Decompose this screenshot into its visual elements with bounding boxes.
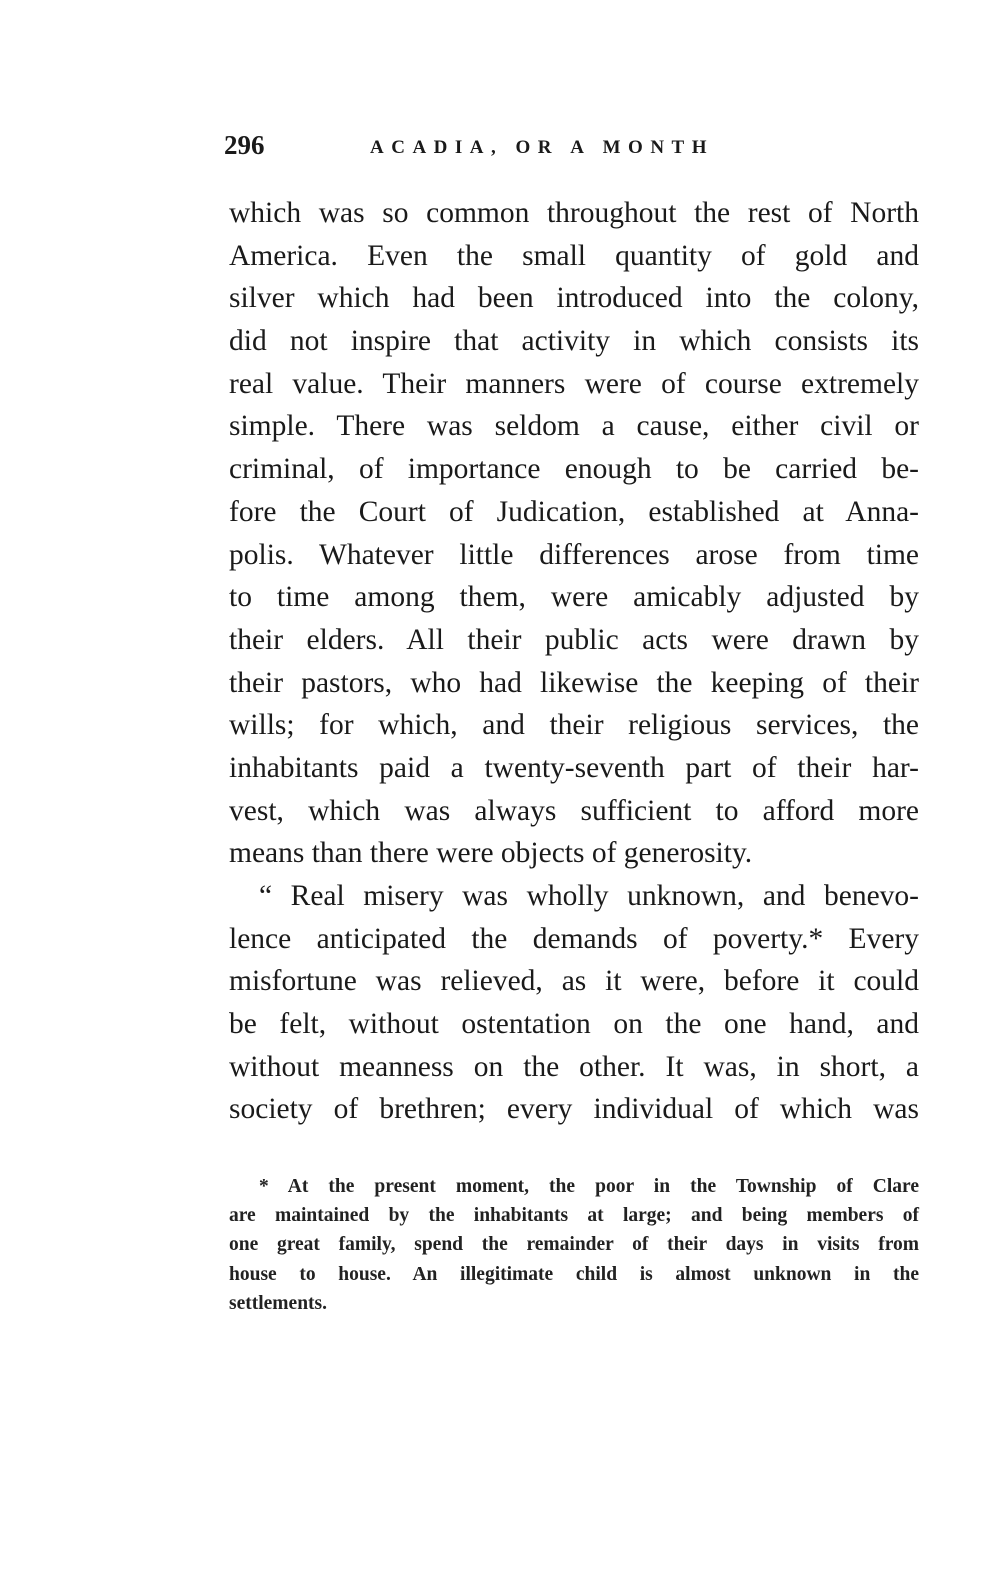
text-line: criminal, of importance enough to be carried be- [229,453,919,486]
text-line: silver which had been introduced into the colony, [229,282,919,315]
text-line: which was so common throughout the rest of North [229,197,919,229]
footnote [229,1172,919,1318]
text-line: “ Real misery was wholly unknown, and benevo- [259,880,919,912]
text-line: society of brethren; every individual of which was [229,1093,919,1126]
text-line: did not inspire that activity in which consists its [229,325,919,358]
footnote-line: one great family, spend the remainder of their days in visits from [229,1234,919,1256]
footnote-line: * At the present moment, the poor in the Township of Clare [259,1176,919,1197]
text-line: be felt, without ostentation on the one hand, and [229,1008,919,1041]
text-line: real value. Their manners were of course extremely [229,367,919,400]
text-line: means than there were objects of generosity. [229,837,753,870]
text-line: misfortune was relieved, as it were, before it could [229,965,919,998]
running-head [224,130,924,170]
text-line: fore the Court of Judication, established at Anna- [229,495,919,528]
text-line: vest, which was always sufficient to afford more [229,794,919,827]
text-line: without meanness on the other. It was, in short, a [229,1050,919,1083]
running-title: ACADIA, OR A MONTH [370,137,715,158]
footnote-line: settlements. [229,1292,328,1314]
text-line: their elders. All their public acts were drawn by [229,623,919,656]
text-line: lence anticipated the demands of poverty.* Every [229,922,919,955]
text-line: their pastors, who had likewise the keeping of their [229,666,919,699]
text-line: simple. There was seldom a cause, either civil or [229,410,919,443]
text-line: inhabitants paid a twenty-seventh part of their har- [229,751,919,784]
text-line: wills; for which, and their religious services, the [229,709,919,742]
text-line: polis. Whatever little differences arose from time [229,538,919,571]
footnote-line: house to house. An illegitimate child is almost unknown in the [229,1263,919,1285]
text-line: to time among them, were amicably adjusted by [229,581,919,614]
page-number: 296 [224,130,265,160]
body-text [229,192,919,1131]
footnote-line: are maintained by the inhabitants at large; and being members of [229,1205,919,1227]
text-line: America. Even the small quantity of gold and [229,239,919,272]
